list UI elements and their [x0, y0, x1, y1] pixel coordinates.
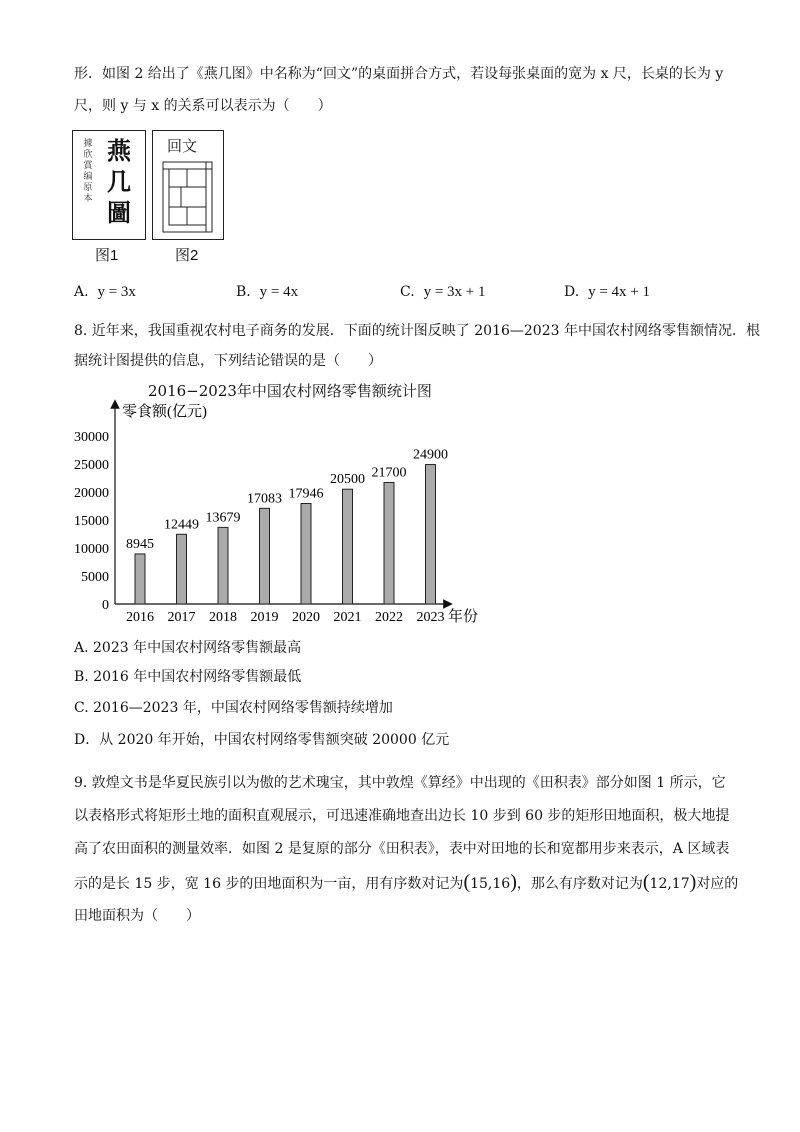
q8-option-a: A. 2023 年中国农村网络零售额最高	[74, 640, 302, 656]
q8-text-line-1: 8. 近年来，我国重视农村电子商务的发展．下面的统计图反映了 2016—2023 年中国农村网络零售额情况．根	[74, 323, 760, 339]
q7-text-line-1: 形．如图 2 给出了《燕几图》中名称为“回文”的桌面拼合方式，若设每张桌面的宽为 x 尺，长桌的长为 y	[74, 66, 724, 82]
chart-data-label-2022: 21700	[371, 465, 407, 481]
q7-text-line-2: 尺，则 y 与 x 的关系可以表示为（ ）	[74, 98, 332, 114]
chart-y-tick-label: 0	[102, 598, 109, 613]
figure-1-yanjitu-cover	[72, 130, 146, 240]
chart-x-tick-label-2018: 2018	[209, 610, 237, 625]
q9-text-line-5: 田地面积为（ ）	[74, 908, 200, 924]
chart-y-tick-label: 15000	[74, 514, 109, 529]
q7-option-c	[400, 284, 486, 301]
chart-data-label-2023: 24900	[413, 447, 448, 463]
q7-option-d-label: D.	[564, 284, 580, 300]
chart-data-label-2019: 17083	[247, 491, 282, 507]
figure-2-title: 回文	[167, 138, 198, 155]
q9-ordered-pair-2: 12,17	[649, 876, 690, 892]
figure-2-huiwen	[152, 130, 224, 240]
chart-bar-2022	[384, 482, 394, 604]
q7-option-a	[74, 284, 136, 301]
q7-option-b	[236, 284, 298, 301]
chart-bar-2016	[135, 554, 145, 604]
q9-text-line-1: 9. 敦煌文书是华夏民族引以为傲的艺术瑰宝，其中敦煌《算经》中出现的《田积表》部分如图 1 所示，它	[74, 775, 726, 791]
figure-1-caption: 图1	[95, 247, 119, 264]
figure-2-caption: 图2	[175, 247, 199, 264]
chart-x-tick-label-2019: 2019	[250, 610, 279, 625]
chart-bar-2017	[177, 534, 187, 604]
chart-data-label-2020: 17946	[288, 486, 324, 502]
chart-y-axis-label: 零食额(亿元)	[122, 404, 207, 420]
chart-title: 2016−2023年中国农村网络零售额统计图	[148, 382, 432, 400]
q7-option-b-label: B.	[236, 284, 251, 300]
chart-data-label-2018: 13679	[205, 510, 241, 526]
retail-sales-bar-chart	[60, 396, 540, 646]
chart-y-tick-label: 20000	[74, 486, 109, 501]
q7-option-b-formula: y = 4x	[259, 284, 299, 300]
chart-data-label-2021: 20500	[330, 472, 365, 488]
chart-bar-2019	[260, 508, 270, 604]
q8-text-line-2: 据统计图提供的信息，下列结论错误的是（ ）	[74, 353, 382, 369]
chart-x-tick-label-2021: 2021	[333, 610, 362, 625]
q7-option-c-label: C.	[400, 284, 415, 300]
chart-x-tick-label-2016: 2016	[126, 610, 154, 625]
chart-x-tick-label-2023: 2023	[416, 610, 445, 625]
q7-option-a-formula: y = 3x	[97, 284, 136, 300]
q9-text-line-3: 高了农田面积的测量效率．如图 2 是复原的部分《田积表》，表中对田地的长和宽都用步来表示，A 区域表	[74, 841, 730, 857]
q8-option-c: C. 2016—2023 年，中国农村网络零售额持续增加	[74, 700, 393, 716]
chart-x-axis-label: 年份	[448, 609, 479, 625]
q9-text-line-4: 示的是长 15 步，宽 16 步的田地面积为一亩，用有序数对记为(15,16)，那么有序数对记为(12,17)对应的	[74, 871, 739, 893]
q7-option-d	[564, 284, 650, 301]
q7-option-d-formula: y = 4x + 1	[588, 284, 651, 300]
chart-bar-2021	[343, 489, 353, 604]
q9-text-line-2: 以表格形式将矩形土地的面积直观展示，可迅速准确地查出边长 10 步到 60 步的矩形田地面积，极大地提	[74, 808, 730, 824]
figure-2-table-layout-diagram	[153, 131, 223, 239]
q8-option-b: B. 2016 年中国农村网络零售额最低	[74, 669, 302, 685]
chart-bar-2023	[426, 465, 436, 604]
chart-y-tick-label: 5000	[81, 570, 109, 585]
chart-data-label-2017: 12449	[164, 517, 199, 533]
q7-option-a-label: A.	[74, 284, 89, 300]
chart-x-tick-label-2020: 2020	[292, 610, 320, 625]
chart-bar-2020	[301, 504, 311, 604]
chart-y-tick-label: 30000	[74, 430, 109, 445]
q9-ordered-pair-1: 15,16	[470, 876, 511, 892]
q9-line-4-part-b: ，那么有序数对记为	[516, 876, 643, 892]
chart-y-tick-label: 25000	[74, 458, 109, 473]
chart-x-tick-label-2022: 2022	[375, 610, 403, 625]
chart-bar-2018	[218, 527, 228, 604]
figure-1-subtitle: 據欣賞编原本	[83, 139, 93, 204]
q9-line-4-part-c: 对应的	[696, 876, 739, 892]
q8-option-d: D．从 2020 年开始，中国农村网络零售额突破 20000 亿元	[74, 732, 450, 748]
chart-y-tick-label: 10000	[74, 542, 109, 557]
chart-x-tick-label-2017: 2017	[167, 610, 196, 625]
chart-data-label-2016: 8945	[126, 536, 154, 552]
q7-option-c-formula: y = 3x + 1	[423, 284, 486, 300]
figure-1-title: 燕几圖	[107, 136, 131, 227]
q9-line-4-part-a: 示的是长 15 步，宽 16 步的田地面积为一亩，用有序数对记为	[74, 876, 464, 892]
